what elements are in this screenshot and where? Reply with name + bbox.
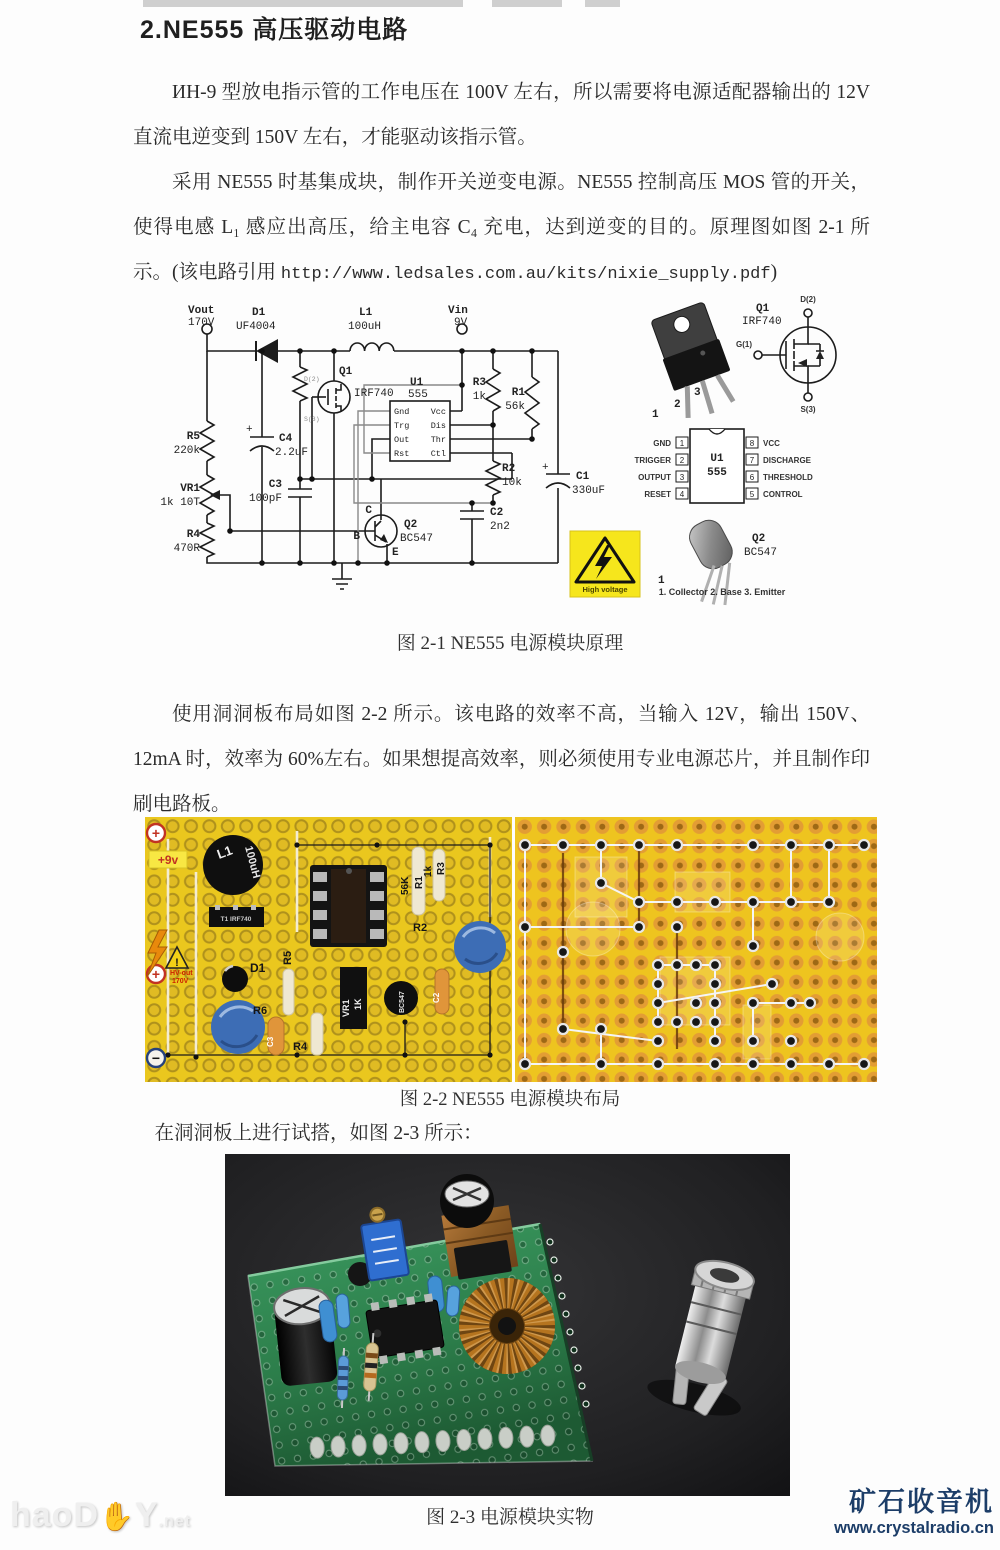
q1-s3-pin-label: S(3) (304, 416, 320, 423)
haodiy-text-b: Y (134, 1496, 159, 1534)
to220-pin3-label: 3 (694, 387, 701, 399)
c4-value: 2.2uF (275, 447, 309, 459)
transistor-q2-board (384, 981, 418, 1015)
q2-b-label: B (353, 531, 360, 543)
vr1-label: VR1 (180, 483, 200, 495)
page-top-remnant (492, 0, 562, 7)
dip-discharge-label: DISCHARGE (763, 456, 812, 465)
q1-label: Q1 (339, 366, 353, 378)
l1-value: 100uH (348, 321, 382, 333)
dip-pin1: 1 (679, 439, 685, 448)
u1-label: U1 (410, 377, 424, 389)
paragraph-4: 在洞洞板上进行试搭，如图 2-3 所示： (154, 1123, 483, 1144)
c1-value: 330uF (572, 485, 606, 497)
d1-label: D1 (252, 307, 266, 319)
c2-label: C2 (490, 507, 504, 519)
r2-value: 10k (502, 477, 522, 489)
q2-label: Q2 (404, 519, 418, 531)
pin-vcc-label: Vcc (430, 407, 446, 417)
dip-u1-value: 555 (707, 467, 727, 479)
r3-label: R3 (472, 377, 486, 389)
q2-pkg-value: BC547 (744, 547, 778, 559)
electrolytic-capacitor-top (440, 1174, 494, 1228)
svg-text:VR1: VR1 (341, 999, 351, 1017)
mosfet-flat (209, 905, 264, 927)
svg-text:R5: R5 (282, 950, 294, 965)
dip-pin6: 6 (749, 473, 755, 482)
figure-2-1-schematic (152, 289, 874, 621)
q1-d2-pin-label: D(2) (304, 376, 320, 383)
q1-value: IRF740 (354, 388, 394, 400)
ic-555-symbol (390, 401, 450, 461)
q2-value: BC547 (400, 533, 434, 545)
page-top-remnant (585, 0, 620, 7)
vout-value: 170V (188, 317, 215, 329)
figure-2-2-caption: 图 2-2 NE555 电源模块布局 (399, 1090, 621, 1110)
dip-trigger-label: TRIGGER (634, 456, 671, 465)
svg-text:R4: R4 (293, 1041, 308, 1053)
svg-text:+: + (151, 825, 161, 841)
svg-text:+9v: +9v (157, 853, 179, 867)
dip-control-label: CONTROL (763, 490, 803, 499)
hand-icon: ✋ (99, 1501, 135, 1532)
c2-value: 2n2 (490, 521, 510, 533)
svg-text:D1: D1 (250, 961, 266, 975)
r6-board-label: R6 (253, 1005, 268, 1017)
plus-terminal-top (147, 824, 165, 842)
dip-pin5: 5 (749, 490, 755, 499)
trimmer-vr1 (340, 967, 367, 1029)
pin-thr-label: Thr (430, 435, 446, 445)
plus-terminal-hv (147, 965, 165, 983)
q1-pkg-value: IRF740 (742, 316, 782, 328)
c3-value: 100pF (248, 493, 282, 505)
haodiy-text-a: haoD (10, 1496, 99, 1534)
mos-s-label: S(3) (800, 405, 816, 414)
q2-e-label: E (392, 547, 399, 559)
to220-package-drawing (649, 301, 742, 423)
vin-value: 9V (454, 317, 468, 329)
to92-legend: 1. Collector 2. Base 3. Emitter (658, 587, 786, 597)
r2-board-label: R2 (413, 922, 428, 934)
pin-ctl-label: Ctl (430, 449, 446, 459)
r4-label: R4 (186, 529, 200, 541)
c4-label: C4 (279, 433, 293, 445)
svg-text:+: + (151, 966, 161, 982)
mosfet-symbol-drawing (736, 295, 836, 414)
mos-g-label: G(1) (736, 340, 752, 349)
figure-2-1-caption: 图 2-1 NE555 电源模块原理 (396, 633, 624, 654)
warning-exclamation: ! (175, 957, 179, 969)
svg-text:R1: R1 (414, 876, 425, 889)
inductor-l1 (203, 835, 263, 895)
haodiy-suffix: .net (158, 1513, 192, 1530)
paragraph-1: ИН-9 型放电指示管的工作电压在 100V 左右，所以需要将电源适配器输出的 12V 直流电逆变到 150V 左右，才能驱动该指示管。 (133, 82, 870, 148)
pin-rst-label: Rst (394, 449, 410, 459)
r1-value: 56k (505, 401, 525, 413)
paragraph-2-close: ) (770, 262, 778, 283)
svg-text:100uH: 100uH (242, 844, 263, 880)
svg-text:BC547: BC547 (399, 991, 406, 1013)
q1-pkg-label: Q1 (756, 303, 770, 315)
l1-label: L1 (359, 307, 373, 319)
vr1-wiper-arrow (210, 490, 220, 500)
c1-plus: + (542, 462, 549, 474)
dip-threshold-label: THRESHOLD (763, 473, 813, 482)
figure-2-3-photo (225, 1154, 790, 1496)
resistor-r5 (282, 951, 294, 1015)
vin-label: Vin (448, 305, 468, 317)
dip-output-label: OUTPUT (638, 473, 671, 482)
to220-pin2-label: 2 (674, 399, 681, 411)
svg-text:1K: 1K (353, 998, 363, 1010)
dip-u1-label: U1 (710, 453, 724, 465)
crystalradio-watermark (834, 1487, 994, 1539)
minus-terminal (147, 1049, 165, 1067)
svg-text:T1 IRF740: T1 IRF740 (220, 916, 252, 923)
to92-package-drawing (658, 515, 786, 614)
pin-dis-label: Dis (430, 421, 446, 431)
q2-pkg-label: Q2 (752, 533, 766, 545)
hv-out-voltage: 170V (172, 978, 189, 985)
to220-pin1-label: 1 (652, 409, 659, 421)
svg-text:56K: 56K (400, 876, 411, 895)
pin-gnd-label: Gnd (394, 407, 410, 417)
high-voltage-label: High voltage (582, 585, 628, 594)
c1-label: C1 (576, 471, 590, 483)
schematic-wires (200, 334, 570, 589)
page-title: 2.NE555 高压驱动电路 (140, 16, 409, 44)
figure-2-2-layout-top (145, 817, 512, 1082)
crystalradio-url: www.crystalradio.cn (834, 1519, 994, 1537)
svg-text:C3: C3 (266, 1036, 275, 1047)
hv-out-label: HV-out (170, 970, 193, 977)
r5-label: R5 (186, 431, 200, 443)
paragraph-2-text: 采用 NE555 时基集成块，制作开关逆变电源。NE555 控制高压 MOS 管的开关，使得电感 L₁ 感应出高压，给主电容 C₄ 充电，达到逆变的目的。原理图如图 2-1 所示。(该电路引用 (133, 172, 870, 283)
paragraph-3: 使用洞洞板布局如图 2-2 所示。该电路的效率不高，当输入 12V，输出 150V、12mA 时，效率为 60%左右。如果想提高效率，则必须使用专业电源芯片，并且制作印刷电路板。 (133, 704, 870, 815)
dip-pin3: 3 (679, 473, 685, 482)
pin-out-label: Out (394, 435, 410, 445)
capacitor-c1-blue (454, 921, 506, 973)
u1-value: 555 (408, 389, 428, 401)
r5-value: 220k (173, 445, 200, 457)
dip-gnd-label: GND (653, 439, 671, 448)
r4-value: 470R (173, 543, 200, 555)
dip-pin2: 2 (679, 456, 685, 465)
reference-url: http://www.ledsales.com.au/kits/nixie_supply.pdf (280, 265, 771, 284)
svg-text:R3: R3 (436, 862, 447, 875)
svg-text:C2: C2 (432, 992, 441, 1003)
paragraph-2 (133, 160, 870, 297)
svg-text:L1: L1 (214, 842, 235, 862)
q2-c-label: C (365, 505, 372, 517)
vr1-value: 1k 10T (160, 497, 200, 509)
page-top-remnant (143, 0, 463, 7)
dip-pin4: 4 (679, 490, 685, 499)
mos-d-label: D(2) (800, 295, 816, 304)
d1-value: UF4004 (236, 321, 276, 333)
r1-label: R1 (511, 387, 525, 399)
ic-555-on-socket (310, 865, 387, 947)
dip-reset-label: RESET (644, 490, 671, 499)
figure-2-2-layout-bottom (515, 817, 877, 1082)
figure-2-3-caption: 图 2-3 电源模块实物 (426, 1507, 594, 1528)
dip-pin7: 7 (749, 456, 755, 465)
dip-pin8: 8 (749, 439, 755, 448)
dip-vcc-label: VCC (763, 439, 780, 448)
crystalradio-title: 矿石收音机 (849, 1487, 994, 1517)
haodiy-watermark (10, 1496, 191, 1535)
svg-text:−: − (151, 1050, 161, 1066)
to92-pin1-label: 1 (658, 575, 665, 587)
svg-text:1k: 1k (423, 865, 434, 877)
capacitor-c3-orange (266, 1017, 284, 1055)
high-voltage-warning-icon (570, 531, 640, 597)
r3-value: 1k (472, 391, 486, 403)
c4-plus: + (246, 424, 253, 436)
dip8-pinout-drawing (635, 429, 813, 503)
pin-trg-label: Trg (394, 421, 410, 431)
vout-label: Vout (188, 305, 215, 317)
input-voltage-tag (149, 851, 187, 868)
r2-label: R2 (502, 463, 516, 475)
capacitor-c2-orange (432, 969, 449, 1014)
c3-label: C3 (268, 479, 282, 491)
